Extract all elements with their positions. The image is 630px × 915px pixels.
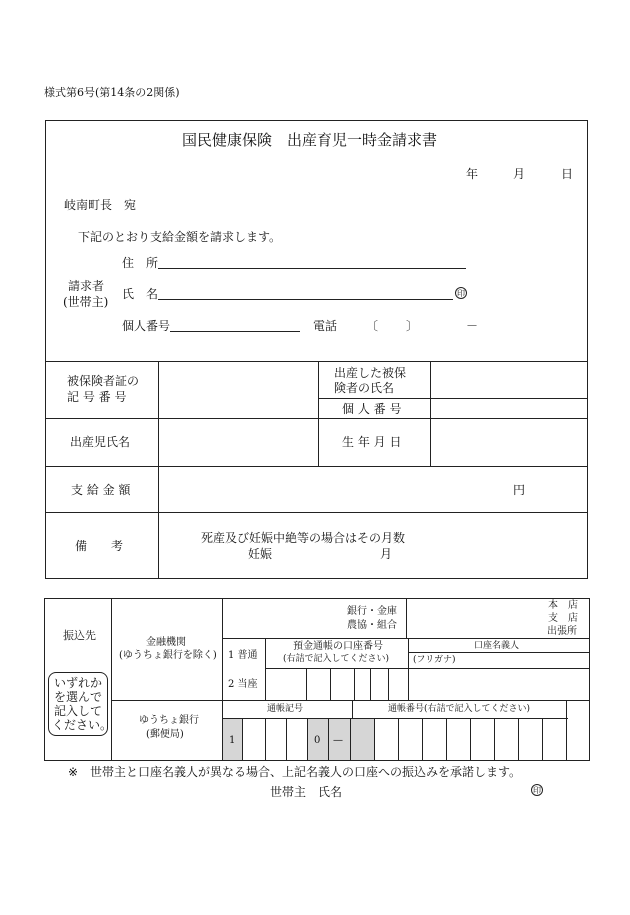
- bank-divider: [398, 718, 399, 761]
- bank-divider: [222, 718, 568, 719]
- form-title: 国民健康保険 出産育児一時金請求書: [182, 131, 438, 149]
- fi-note: (ゆうちょ銀行を除く): [119, 650, 217, 661]
- bank-divider: [350, 718, 351, 761]
- bank-divider: [111, 700, 590, 701]
- bank-divider: [566, 700, 567, 761]
- account-holder-header: 口座名義人: [474, 641, 520, 651]
- phone-close-bracket: 〕: [406, 319, 419, 333]
- phone-label: 電話: [313, 319, 338, 333]
- remarks-text: 死産及び妊娠中絶等の場合はその月数: [201, 531, 406, 545]
- remarks-month: 月: [380, 547, 393, 561]
- yucho-label-sub: (郵便局): [146, 729, 184, 740]
- bank-divider: [542, 718, 543, 761]
- birthdate-label: 生 年 月 日: [342, 435, 402, 449]
- passbook-symbol-header: 通帳記号: [267, 704, 304, 714]
- bank-divider: [518, 718, 519, 761]
- table-divider: [318, 361, 319, 466]
- bank-divider: [422, 718, 423, 761]
- name-field[interactable]: [158, 299, 453, 300]
- consent-text: 世帯主と口座名義人が異なる場合、上記名義人の口座への振込みを承諾します。: [90, 765, 522, 779]
- bank-divider: [388, 668, 389, 700]
- furigana-label: (フリガナ): [413, 655, 456, 665]
- head-of-household-label: 世帯主 氏名: [270, 785, 343, 799]
- bank-divider: [470, 718, 471, 761]
- personal-number-label: 個人番号: [122, 319, 171, 333]
- bank-divider: [408, 668, 590, 669]
- bank-divider: [265, 668, 408, 669]
- bank-divider: [222, 638, 590, 639]
- bank-divider: [446, 718, 447, 761]
- shaded-cell: [350, 719, 374, 760]
- insured-id-label: 被保険者証の: [67, 374, 140, 388]
- passbook-symbol-dash: —: [333, 735, 343, 746]
- table-divider: [430, 361, 431, 466]
- consent-mark: ※: [68, 765, 79, 779]
- child-name-label: 出産児氏名: [70, 435, 131, 449]
- birth-insured-label-sub: 険者の氏名: [334, 381, 395, 395]
- table-divider: [45, 466, 588, 467]
- phone-open-bracket: 〔: [366, 319, 379, 333]
- bank-divider: [374, 718, 375, 761]
- form-number: 様式第6号(第14条の2関係): [44, 86, 180, 99]
- bank-types-sub: 農協・組合: [347, 620, 397, 631]
- bank-divider: [328, 718, 329, 761]
- remarks-pregnancy: 妊娠: [248, 547, 273, 561]
- claimant-label: 請求者: [68, 279, 105, 293]
- bank-divider: [408, 652, 590, 653]
- phone-dash: －: [466, 319, 479, 333]
- branch-type: 支 店: [548, 613, 578, 624]
- branch-type: 本 店: [548, 600, 578, 611]
- table-divider: [45, 512, 588, 513]
- remarks-label: 備 考: [75, 539, 124, 553]
- birth-insured-label: 出産した被保: [334, 366, 407, 380]
- date-day: 日: [561, 167, 574, 181]
- bank-types: 銀行・金庫: [347, 606, 397, 617]
- claimant-label-sub: (世帯主): [63, 295, 109, 309]
- choose-note: いずれか: [54, 676, 103, 690]
- bank-divider: [370, 668, 371, 700]
- amount-label: 支 給 金 額: [71, 483, 131, 497]
- bank-divider: [354, 668, 355, 700]
- bank-divider: [286, 718, 287, 761]
- choose-note: 記入して: [54, 704, 103, 718]
- bank-divider: [242, 718, 243, 761]
- main-form-box: [45, 120, 588, 579]
- passbook-symbol-digit: 1: [229, 735, 236, 746]
- amount-unit: 円: [513, 483, 526, 497]
- bank-divider: [406, 598, 407, 638]
- account-number-note: (右詰で記入してください): [283, 654, 390, 664]
- bank-divider: [265, 718, 266, 761]
- account-number-header: 預金通帳の口座番号: [293, 641, 383, 652]
- bank-divider: [494, 718, 495, 761]
- bank-divider: [265, 638, 266, 700]
- table-divider: [318, 398, 588, 399]
- bank-divider: [408, 638, 409, 700]
- passbook-number-header: 通帳番号(右詰で記入してください): [388, 704, 531, 714]
- account-touza-option[interactable]: 2 当座: [228, 679, 258, 690]
- table-divider: [45, 418, 588, 419]
- bank-divider: [330, 668, 331, 700]
- address-label: 住 所: [122, 256, 159, 270]
- fi-label: 金融機関: [146, 637, 186, 648]
- bank-divider: [111, 598, 112, 761]
- intro-text: 下記のとおり支給金額を請求します。: [78, 230, 282, 244]
- seal-icon: 印: [457, 289, 465, 298]
- seal-icon: 印: [533, 786, 541, 795]
- address-field[interactable]: [158, 268, 466, 269]
- bank-divider: [306, 668, 307, 700]
- passbook-symbol-digit: 0: [314, 735, 321, 746]
- date-month: 月: [513, 167, 526, 181]
- branch-type: 出張所: [547, 626, 577, 637]
- personal-number-header: 個 人 番 号: [342, 402, 402, 416]
- choose-note: を選んで: [54, 690, 103, 704]
- date-year: 年: [466, 167, 479, 181]
- account-futsu-option[interactable]: 1 普通: [228, 650, 258, 661]
- addressee: 岐南町長 宛: [64, 198, 137, 212]
- insured-id-field[interactable]: [159, 362, 317, 418]
- choose-note: ください。: [52, 718, 113, 732]
- name-label: 氏 名: [122, 287, 159, 301]
- yucho-label: ゆうちょ銀行: [139, 715, 199, 726]
- insured-id-label-sub: 記 号 番 号: [67, 390, 127, 404]
- transfer-label: 振込先: [63, 629, 96, 642]
- bank-divider: [307, 718, 308, 761]
- bank-divider: [352, 700, 353, 718]
- personal-number-field[interactable]: [170, 331, 300, 332]
